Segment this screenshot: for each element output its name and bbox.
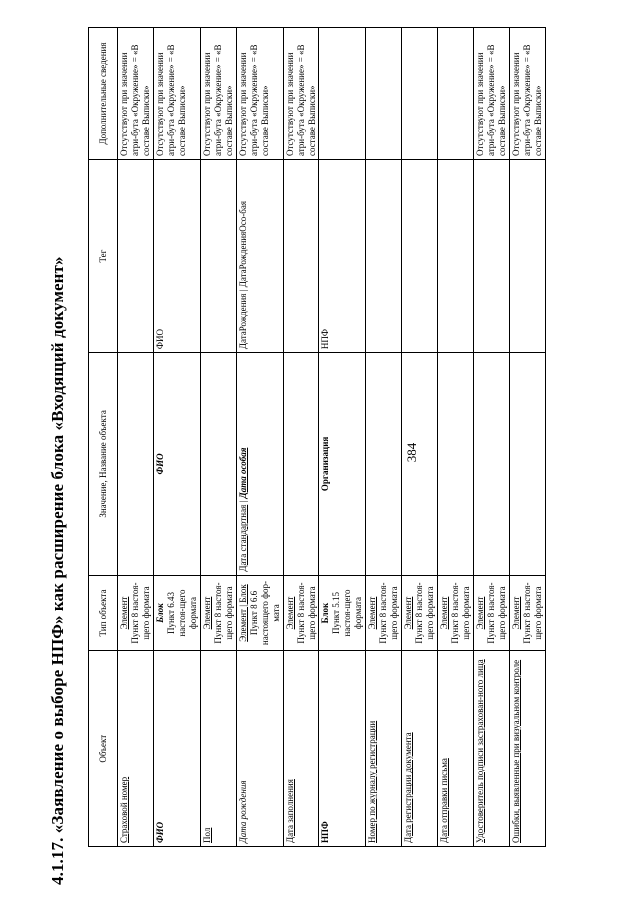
object-name: Ошибки, выявленные при визуальном контроле [510, 659, 521, 843]
object-extra: Отсутствуют при значении атри-бута «Окружение» = «В составе Выписки» [200, 28, 236, 160]
object-extra: Отсутствуют при значении атри-бута «Окружение» = «В составе Выписки» [283, 28, 319, 160]
header-tag: Тег [89, 160, 118, 353]
section-heading: 4.1.17. «Заявление о выборе НПФ» как расширение блока «Входящий документ» [48, 256, 67, 885]
object-name: НПФ [320, 821, 331, 843]
object-type: Элемент [284, 596, 295, 630]
object-type: Блок [320, 602, 331, 624]
object-type-ref: Пункт 6.43 настоя-щего формата [165, 589, 198, 637]
object-extra [366, 28, 402, 160]
table-row [236, 28, 283, 847]
object-name: Номер по журналу регистрации [367, 720, 378, 843]
object-tag [509, 160, 545, 353]
object-type-ref: Пункт 8 настоя-щего формата [521, 582, 543, 644]
object-tag [283, 160, 319, 353]
object-type-ref: Пункт 8 настоя-щего формата [378, 582, 400, 644]
object-name: Дата регистрации документа [403, 732, 414, 843]
object-value [402, 353, 438, 575]
object-name: Страховой номер [119, 776, 129, 843]
object-value [118, 353, 154, 575]
object-type: Блок [154, 603, 165, 623]
object-name: Дата рождения [237, 780, 248, 843]
object-type: Элемент [367, 596, 378, 630]
object-value: ФИО [153, 353, 200, 575]
object-value [474, 353, 510, 575]
value-special-date: Дата особая [237, 447, 248, 499]
header-extra: Дополнительные сведения [89, 28, 118, 160]
object-value: Организация [319, 353, 366, 575]
object-type-ref: Пункт 8 настоя-щего формата [450, 582, 472, 644]
value-separator: | [237, 498, 248, 505]
object-name: Дата отправки письма [439, 758, 450, 843]
object-name: ФИО [154, 821, 165, 843]
object-value [200, 353, 236, 575]
object-type-ref: Пункт 8 настоя-щего формата [212, 582, 234, 644]
header-type: Тип объекта [89, 575, 118, 651]
object-value [366, 353, 402, 575]
object-tag [200, 160, 236, 353]
object-tag [118, 160, 154, 353]
object-value [283, 353, 319, 575]
table-row [200, 28, 236, 847]
object-tag [438, 160, 474, 353]
object-type-ref: Пункт 8 настоя-щего формата [295, 582, 317, 644]
object-type-ref: Пункт 8 6.6 настоящего фор-мата [248, 581, 281, 646]
table-row [438, 28, 474, 847]
objects-table [88, 27, 546, 847]
object-name: Удостоверитель подписи застрахован-ного лица [475, 659, 486, 843]
object-tag [366, 160, 402, 353]
table-row [366, 28, 402, 847]
table-row [283, 28, 319, 847]
table-row [319, 28, 366, 847]
object-name: Пол [201, 827, 212, 843]
object-tag: ДатаРождения | ДатаРожденияОсо-бая [236, 160, 283, 353]
object-type: Элемент [119, 596, 129, 630]
object-value [438, 353, 474, 575]
object-extra: Отсутствуют при значении атри-бута «Окружение» = «В составе Выписки» [236, 28, 283, 160]
object-name: Дата заполнения [284, 779, 295, 843]
object-tag: НПФ [319, 160, 366, 353]
object-type: Элемент [201, 596, 212, 630]
object-type: Элемент [475, 596, 486, 630]
table-row [509, 28, 545, 847]
object-type-ref: Пункт 8 настоя-щего формата [486, 582, 507, 644]
object-extra: Отсутствуют при значении атри-бута «Окружение» = «В составе Выписки» [474, 28, 510, 160]
value-standard-date: Дата стандартная [237, 504, 248, 572]
table-row [474, 28, 510, 847]
object-tag [474, 160, 510, 353]
object-value [236, 353, 283, 575]
header-value: Значение, Название объекта [89, 353, 118, 575]
object-type-ref: Пункт 5.15 настоя-щего формата [331, 589, 364, 637]
object-extra: Отсутствуют при значении атри-бута «Окружение» = «В составе Выписки» [509, 28, 545, 160]
table-row [402, 28, 438, 847]
header-object: Объект [89, 651, 118, 847]
object-type: Элемент [403, 596, 414, 630]
object-extra: Отсутствуют при значении атри-бута «Окружение» = «В составе Выписки» [118, 28, 154, 160]
object-type: Элемент | Блок [237, 584, 248, 642]
object-type-ref: Пункт 8 настоя-щего формата [129, 582, 151, 644]
object-extra [402, 28, 438, 160]
object-tag [402, 160, 438, 353]
table-row [118, 28, 154, 847]
object-extra [319, 28, 366, 160]
object-extra [438, 28, 474, 160]
object-type: Элемент [510, 596, 521, 630]
object-tag: ФИО [153, 160, 200, 353]
object-extra: Отсутствуют при значении атри-бута «Окружение» = «В составе Выписки» [153, 28, 200, 160]
object-type: Элемент [439, 596, 450, 630]
table-header-row [89, 28, 118, 847]
table-row [153, 28, 200, 847]
object-value [509, 353, 545, 575]
object-type-ref: Пункт 8 настоя-щего формата [414, 582, 436, 644]
page-number: 384 [404, 442, 419, 463]
